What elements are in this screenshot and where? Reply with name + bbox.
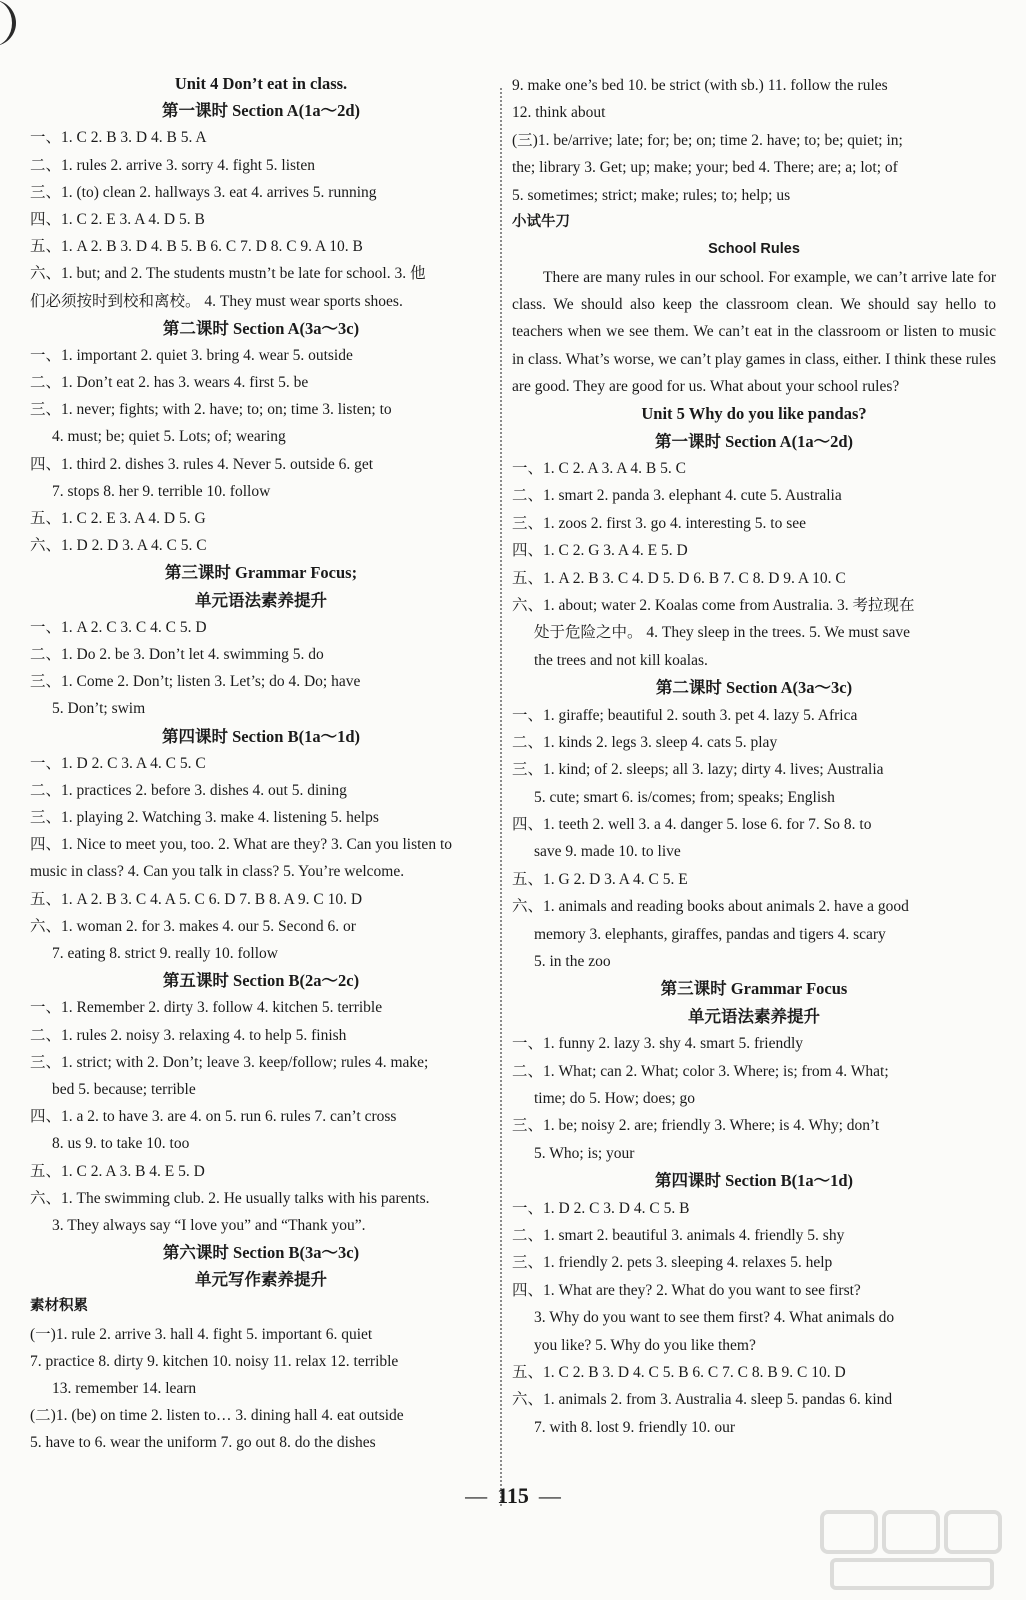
answer-line: 一、1. D 2. C 3. A 4. C 5. C <box>30 754 206 772</box>
answer-line: 五、1. C 2. E 3. A 4. D 5. G <box>30 510 206 527</box>
answer-line: 三、1. friendly 2. pets 3. sleeping 4. relaxes 5. help <box>512 1254 833 1272</box>
answer-line: music in class? 4. Can you talk in class? 5. You’re welcome. <box>30 863 405 881</box>
answer-line: 9. make one’s bed 10. be strict (with sb.) 11. follow the rules <box>512 77 888 94</box>
lesson-heading: 第二课时 Section A(3a～3c) <box>162 318 360 338</box>
answer-line: 四、1. Nice to meet you, too. 2. What are they? 3. Can you listen to <box>30 836 452 854</box>
watermark-logo <box>812 1504 1012 1594</box>
answer-line: 三、1. Come 2. Don’t; listen 3. Let’s; do 4. Do; have <box>30 673 361 691</box>
answer-line: 二、1. practices 2. before 3. dishes 4. out 5. dining <box>30 781 347 799</box>
answer-line: the; library 3. Get; up; make; your; bed 4. There; are; a; lot; of <box>512 159 898 177</box>
answer-line-continued: you like? 5. Why do you like them? <box>534 1336 756 1354</box>
answer-line: 一、1. A 2. C 3. C 4. C 5. D <box>30 618 207 636</box>
column-divider <box>500 88 502 1506</box>
answer-line-continued: 5. Who; is; your <box>534 1144 635 1162</box>
lesson-heading: 第五课时 Section B(2a～2c) <box>162 971 360 991</box>
lesson-heading: 第三课时 Grammar Focus; <box>164 563 358 583</box>
essay-title: School Rules <box>708 241 800 258</box>
answer-line-continued: 7. stops 8. her 9. terrible 10. follow <box>52 482 271 500</box>
answer-line-continued: 8. us 9. to take 10. too <box>52 1135 190 1153</box>
answer-line: 二、1. rules 2. noisy 3. relaxing 4. to help 5. finish <box>30 1026 347 1044</box>
answer-line: 们必须按时到校和离校。 4. They must wear sports shoes. <box>30 292 403 310</box>
answer-line-continued: the trees and not kill koalas. <box>534 651 708 669</box>
lesson-heading: 单元写作素养提升 <box>195 1270 327 1290</box>
answer-line: 四、1. teeth 2. well 3. a 4. danger 5. lose 6. for 7. So 8. to <box>512 816 872 834</box>
answer-line: 三、1. (to) clean 2. hallways 3. eat 4. arrives 5. running <box>30 183 377 201</box>
answer-line: 一、1. funny 2. lazy 3. shy 4. smart 5. friendly <box>512 1035 804 1053</box>
answer-line: 二、1. Do 2. be 3. Don’t let 4. swimming 5. do <box>30 645 324 663</box>
sample-essay: There are many rules in our school. For example, we can’t arrive late for class. We should also keep the classroom clean. We should say hello to teachers when we see them. We can’t eat in the classroom or listen to music in class. What’s worse, we can’t play games in class, either. I think these rules are good. They are good for us. What about your school rules? <box>512 268 996 395</box>
answer-line-continued: 3. Why do you want to see them first? 4. What animals do <box>534 1309 895 1327</box>
answer-line-continued: 处于危险之中。 4. They sleep in the trees. 5. We must save <box>534 624 910 642</box>
answer-line: 四、1. C 2. G 3. A 4. E 5. D <box>512 542 688 560</box>
lesson-heading: 第四课时 Section B(1a～1d) <box>655 1171 853 1191</box>
answer-line: 二、1. rules 2. arrive 3. sorry 4. fight 5. listen <box>30 156 315 174</box>
answer-line-continued: bed 5. because; terrible <box>52 1080 196 1098</box>
answer-line: (三)1. be/arrive; late; for; be; on; time 2. have; to; be; quiet; in; <box>512 131 903 149</box>
lesson-heading: 第二课时 Section A(3a～3c) <box>655 678 853 698</box>
answer-line: 三、1. never; fights; with 2. have; to; on; time 3. listen; to <box>30 401 392 419</box>
answer-line: 二、1. kinds 2. legs 3. sleep 4. cats 5. play <box>512 733 778 751</box>
answer-line: 六、1. about; water 2. Koalas come from Australia. 3. 考拉现在 <box>512 596 915 614</box>
answer-line: 一、1. Remember 2. dirty 3. follow 4. kitchen 5. terrible <box>30 999 383 1017</box>
answer-line: 三、1. strict; with 2. Don’t; leave 3. keep/follow; rules 4. make; <box>30 1053 429 1071</box>
right-column <box>512 72 996 1441</box>
answer-line-continued: 4. must; be; quiet 5. Lots; of; wearing <box>52 428 286 446</box>
answer-line: 四、1. What are they? 2. What do you want to see first? <box>512 1281 861 1299</box>
answer-line: 四、1. a 2. to have 3. are 4. on 5. run 6. rules 7. can’t cross <box>30 1108 397 1126</box>
answer-line-continued: 5. Don’t; swim <box>52 700 146 718</box>
page-number-value: 115 <box>497 1483 529 1508</box>
answer-line: (二)1. (be) on time 2. listen to… 3. dining hall 4. eat outside <box>30 1407 404 1425</box>
answer-line: 四、1. third 2. dishes 3. rules 4. Never 5. outside 6. get <box>30 455 374 473</box>
unit-heading: Unit 4 Don’t eat in class. <box>174 74 348 93</box>
answer-line: 五、1. C 2. A 3. B 4. E 5. D <box>30 1162 205 1180</box>
answer-line: 五、1. A 2. B 3. C 4. D 5. D 6. B 7. C 8. D 9. A 10. C <box>512 569 846 587</box>
lesson-heading: 单元语法素养提升 <box>195 590 327 610</box>
answer-line: 5. have to 6. wear the uniform 7. go out 8. do the dishes <box>30 1434 376 1452</box>
answer-line: 六、1. animals and reading books about animals 2. have a good <box>512 898 909 916</box>
section-label: 小试牛刀 <box>512 213 570 230</box>
answer-line: 5. sometimes; strict; make; rules; to; help; us <box>512 186 791 204</box>
lesson-heading: 第一课时 Section A(1a～2d) <box>162 101 360 121</box>
left-column <box>30 70 492 1457</box>
binding-mark <box>0 0 16 46</box>
page-number: — 115 — <box>465 1483 561 1508</box>
answer-line-continued: 7. eating 8. strict 9. really 10. follow <box>52 945 278 962</box>
answer-line: 四、1. C 2. E 3. A 4. D 5. B <box>30 210 205 228</box>
answer-line: 二、1. smart 2. panda 3. elephant 4. cute 5. Australia <box>512 487 842 505</box>
answer-line-continued: 5. in the zoo <box>534 953 611 971</box>
answer-line: 五、1. G 2. D 3. A 4. C 5. E <box>512 870 688 888</box>
answer-line: 五、1. C 2. B 3. D 4. C 5. B 6. C 7. C 8. B 9. C 10. D <box>512 1363 846 1381</box>
unit-5-answers <box>512 400 996 1441</box>
answer-line-continued: 5. cute; smart 6. is/comes; from; speaks; English <box>534 788 835 806</box>
answer-line: 一、1. D 2. C 3. D 4. C 5. B <box>512 1199 690 1217</box>
writing-answers-continued <box>512 72 996 264</box>
answer-line: 三、1. zoos 2. first 3. go 4. interesting 5. to see <box>512 514 807 532</box>
answer-line: 二、1. What; can 2. What; color 3. Where; is; from 4. What; <box>512 1062 889 1080</box>
answer-line: 二、1. smart 2. beautiful 3. animals 4. friendly 5. shy <box>512 1226 845 1244</box>
answer-line: 二、1. Don’t eat 2. has 3. wears 4. first 5. be <box>30 374 309 392</box>
lesson-heading: 单元语法素养提升 <box>688 1006 820 1026</box>
answer-line: (一)1. rule 2. arrive 3. hall 4. fight 5. important 6. quiet <box>30 1325 373 1343</box>
answer-line: 三、1. be; noisy 2. are; friendly 3. Where; is 4. Why; don’t <box>512 1117 880 1135</box>
answer-line: 一、1. giraffe; beautiful 2. south 3. pet 4. lazy 5. Africa <box>512 706 858 724</box>
answer-line: 三、1. kind; of 2. sleeps; all 3. lazy; dirty 4. lives; Australia <box>512 761 884 779</box>
section-label: 素材积累 <box>30 1298 88 1315</box>
answer-line: 六、1. D 2. D 3. A 4. C 5. C <box>30 537 207 555</box>
lesson-heading: 第三课时 Grammar Focus <box>660 979 848 999</box>
answer-line: 五、1. A 2. B 3. C 4. A 5. C 6. D 7. B 8. A 9. C 10. D <box>30 890 363 908</box>
lesson-heading: 第一课时 Section A(1a～2d) <box>655 431 853 451</box>
answer-line: 六、1. The swimming club. 2. He usually talks with his parents. <box>30 1189 430 1207</box>
answer-line: 一、1. C 2. A 3. A 4. B 5. C <box>512 460 686 477</box>
answer-line-continued: 13. remember 14. learn <box>52 1380 197 1397</box>
answer-line: 六、1. animals 2. from 3. Australia 4. sleep 5. pandas 6. kind <box>512 1391 893 1409</box>
answer-line: 7. practice 8. dirty 9. kitchen 10. noisy 11. relax 12. terrible <box>30 1352 399 1370</box>
answer-line-continued: 7. with 8. lost 9. friendly 10. our <box>534 1418 736 1436</box>
answer-line: 一、1. C 2. B 3. D 4. B 5. A <box>30 129 207 147</box>
answer-line: 三、1. playing 2. Watching 3. make 4. listening 5. helps <box>30 809 379 827</box>
unit-heading: Unit 5 Why do you like pandas? <box>641 404 867 424</box>
answer-line: 一、1. important 2. quiet 3. bring 4. wear 5. outside <box>30 346 353 364</box>
answer-line-continued: 3. They always say “I love you” and “Thank you”. <box>52 1216 366 1234</box>
answer-line: 五、1. A 2. B 3. D 4. B 5. B 6. C 7. D 8. C 9. A 10. B <box>30 238 363 256</box>
answer-line: 六、1. woman 2. for 3. makes 4. our 5. Second 6. or <box>30 917 356 935</box>
answer-line-continued: save 9. made 10. to live <box>534 843 681 861</box>
answer-line: 12. think about <box>512 104 606 122</box>
answer-line-continued: time; do 5. How; does; go <box>534 1089 696 1107</box>
lesson-heading: 第六课时 Section B(3a～3c) <box>162 1243 360 1263</box>
lesson-heading: 第四课时 Section B(1a～1d) <box>162 726 360 746</box>
answer-line: 六、1. but; and 2. The students mustn’t be late for school. 3. 他 <box>30 265 426 283</box>
answer-line-continued: memory 3. elephants, giraffes, pandas and tigers 4. scary <box>534 925 886 943</box>
